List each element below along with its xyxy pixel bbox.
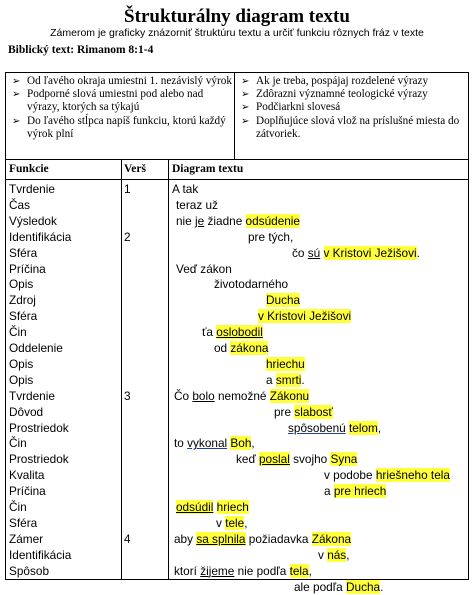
row-function: Identifikácia [9,229,72,244]
instructions-right-list [241,75,466,141]
table-row [6,436,468,451]
table-row [6,564,468,579]
diagram-text: a [324,484,334,499]
row-diagram [216,516,248,531]
highlighted-term: nás [327,547,347,562]
diagram-text: keď [236,452,259,467]
diagram-text: . [301,372,305,387]
diagram-text: Veď zákon [176,261,232,276]
instructions-box [5,72,469,160]
diagram-text: ktorí [174,563,201,578]
highlighted-term: odsúdenie [245,213,300,228]
row-function: Sféra [9,309,38,324]
instruction-item [12,88,232,114]
instruction-text: Do ľavého stĺpca napíš funkciu, ktorú každý výrok plní [27,114,226,140]
instruction-item [241,88,466,101]
arrow-bullet-icon: ➢ [241,102,250,114]
row-diagram [266,373,305,388]
table-row [6,484,468,499]
instruction-text: Ak je treba, pospájaj rozdelené výrazy [256,75,429,87]
row-diagram [266,293,300,308]
diagram-text: A tak [172,182,199,196]
table-row [6,357,468,372]
diagram-text: , [346,547,350,562]
diagram-text: nie [176,213,196,228]
row-verse: 4 [124,531,131,546]
diagram-text: v podobe [324,468,376,483]
diagram-text: nie podľa [234,563,290,578]
table-row [6,198,468,213]
table-row [6,293,468,308]
row-function: Oddelenie [9,341,63,355]
row-verse: 1 [124,182,131,196]
row-function: Dôvod [9,404,44,419]
header-divider [6,179,468,180]
diagram-text: , [244,515,248,530]
table-row [6,325,468,340]
row-function: Spôsob [9,563,50,578]
table-row [6,468,468,483]
row-function: Opis [9,372,34,387]
row-function: Tvrdenie [9,388,55,403]
diagram-text: pre tých, [248,229,294,244]
row-diagram [214,277,288,292]
row-function: Prostriedok [9,452,69,467]
header-verse: Verš [124,163,146,175]
page-subtitle: Zámerom je graficky znázorniť štruktúru textu a určiť funkciu rôznych fráz v texte [50,27,424,39]
arrow-bullet-icon: ➢ [12,115,21,127]
underlined-verb: spôsobenú [288,420,346,435]
table-row [6,230,468,245]
diagram-text: pre [274,404,295,419]
highlighted-term: oslobodil [216,325,263,340]
row-diagram [172,182,198,197]
highlighted-term: v Kristovi Ježišovi [323,245,417,260]
highlighted-term: Zákonu [269,388,310,403]
diagram-text: . [416,245,420,260]
highlighted-term: tela [289,563,309,578]
highlighted-term: v Kristovi Ježišovi [258,309,352,324]
row-diagram [214,341,268,356]
table-row [6,262,468,277]
row-diagram [176,198,218,213]
row-diagram [176,500,249,515]
highlighted-term: Ducha [266,293,301,308]
table-row [6,182,468,197]
diagram-text: to [174,436,188,451]
table-row [6,341,468,356]
row-diagram [318,548,350,563]
underlined-verb: vykonal [187,436,228,451]
diagram-text: nemožné [214,388,270,403]
diagram-text: v [318,547,328,562]
instructions-left-list [12,75,232,141]
instruction-item [241,115,466,141]
diagram-text: . [380,579,384,594]
row-verse: 3 [124,388,131,403]
row-diagram [324,484,386,499]
header-function: Funkcie [9,163,49,175]
arrow-bullet-icon: ➢ [12,89,21,101]
highlighted-term: odsúdil [176,500,214,514]
diagram-text: ale podľa [294,579,346,594]
row-function: Identifikácia [9,547,72,562]
highlighted-term: hriešneho tela [375,468,450,483]
row-function: Prostriedok [9,420,69,435]
table-row [6,500,468,515]
row-function: Tvrdenie [9,182,55,196]
highlighted-term: telom [349,420,378,435]
row-function: Sféra [9,515,38,530]
row-diagram [248,230,293,245]
instruction-item [241,101,466,114]
highlighted-term: sa splnila [196,531,246,546]
instruction-item [12,75,232,88]
diagram-text: , [251,436,255,451]
row-diagram [236,452,357,467]
row-diagram [176,214,300,229]
diagram-text [320,246,323,260]
table-row [6,516,468,531]
bible-reference: Biblický text: Rimanom 8:1-4 [8,44,154,56]
row-diagram [174,389,309,404]
diagram-text: žiadne [204,213,246,228]
table-row [6,214,468,229]
highlighted-term: slabosť [294,404,333,419]
instruction-item [241,75,466,88]
row-function: Čas [9,197,30,212]
row-function: Opis [9,356,34,371]
row-diagram [258,309,351,324]
row-diagram [266,357,305,372]
diagram-text: a [266,372,276,387]
diagram-text: od [214,341,231,355]
arrow-bullet-icon: ➢ [241,76,250,87]
diagram-text: životodarného [214,277,289,292]
highlighted-term: Syna [330,452,358,467]
table-row [6,389,468,404]
diagram-text: Čo [174,388,193,403]
row-diagram [174,532,351,547]
instruction-item [12,115,232,141]
diagram-text: , [308,563,312,578]
diagram-text: čo [292,245,308,260]
row-diagram [288,421,381,436]
row-function: Zámer [9,531,44,546]
table-row [6,373,468,388]
diagram-text: teraz už [176,197,218,212]
table-row [6,580,468,595]
row-diagram [202,325,263,340]
table-row [6,309,468,324]
table-row [6,277,468,292]
table-row [6,421,468,436]
instructions-right-column [235,73,468,159]
row-diagram [176,262,232,277]
highlighted-term: pre hriech [333,484,387,499]
arrow-bullet-icon: ➢ [241,115,250,127]
row-verse: 2 [124,229,131,244]
row-diagram [292,246,420,261]
row-diagram [174,564,312,579]
diagram-text: požiadavka [245,531,312,546]
table-row [6,548,468,563]
row-function: Sféra [9,245,38,260]
instruction-text: Podčiarkni slovesá [256,101,341,114]
highlighted-term: hriechu [266,356,305,371]
table-row [6,405,468,420]
arrow-bullet-icon: ➢ [241,89,250,101]
instruction-text: Zdôrazni významné teologické výrazy [256,88,428,101]
highlighted-term: Zákona [311,531,352,546]
underlined-verb: je [195,213,205,228]
highlighted-term: poslal [259,452,290,467]
row-function: Kvalita [9,468,45,483]
arrow-bullet-icon: ➢ [12,76,21,87]
table-row [6,246,468,261]
underlined-verb: žijeme [200,563,235,578]
row-function: Čin [9,325,27,340]
diagram-text: , [377,420,382,435]
diagram-text: ťa [202,325,217,340]
row-diagram [274,405,333,420]
instructions-left-column [6,73,235,159]
row-function: Zdroj [9,293,36,308]
underlined-verb: sú [307,245,321,260]
row-diagram [294,580,383,595]
highlighted-term: zákona [230,341,269,355]
row-diagram [324,468,450,483]
row-function: Opis [9,277,34,292]
header-diagram: Diagram textu [172,163,244,175]
diagram-text: aby [174,531,197,546]
highlighted-term: Boh [230,436,252,451]
diagram-text: v [216,515,226,530]
table-row [6,452,468,467]
row-function: Príčina [9,484,46,499]
highlighted-term: smrti [275,372,302,387]
underlined-verb: bolo [192,388,215,403]
instruction-text: Podporné slová umiestni pod alebo nad výrazy, ktorých sa týkajú [27,88,204,114]
diagram-text: svojho [289,452,331,467]
highlighted-term: tele [225,515,245,530]
diagram-table [5,160,469,594]
row-diagram [174,436,255,451]
row-function: Čin [9,436,27,451]
highlighted-term: Ducha [345,579,381,594]
row-function: Čin [9,500,27,514]
page-title: Štrukturálny diagram textu [124,6,350,27]
highlighted-term: hriech [216,500,249,514]
row-function: Výsledok [9,213,57,228]
instruction-text: Doplňujúce slová vlož na príslušné miesta do zátvoriek. [256,114,460,140]
table-row [6,532,468,547]
row-function: Príčina [9,261,46,276]
instruction-text: Od ľavého okraja umiestni 1. nezávislý výrok [27,75,232,87]
